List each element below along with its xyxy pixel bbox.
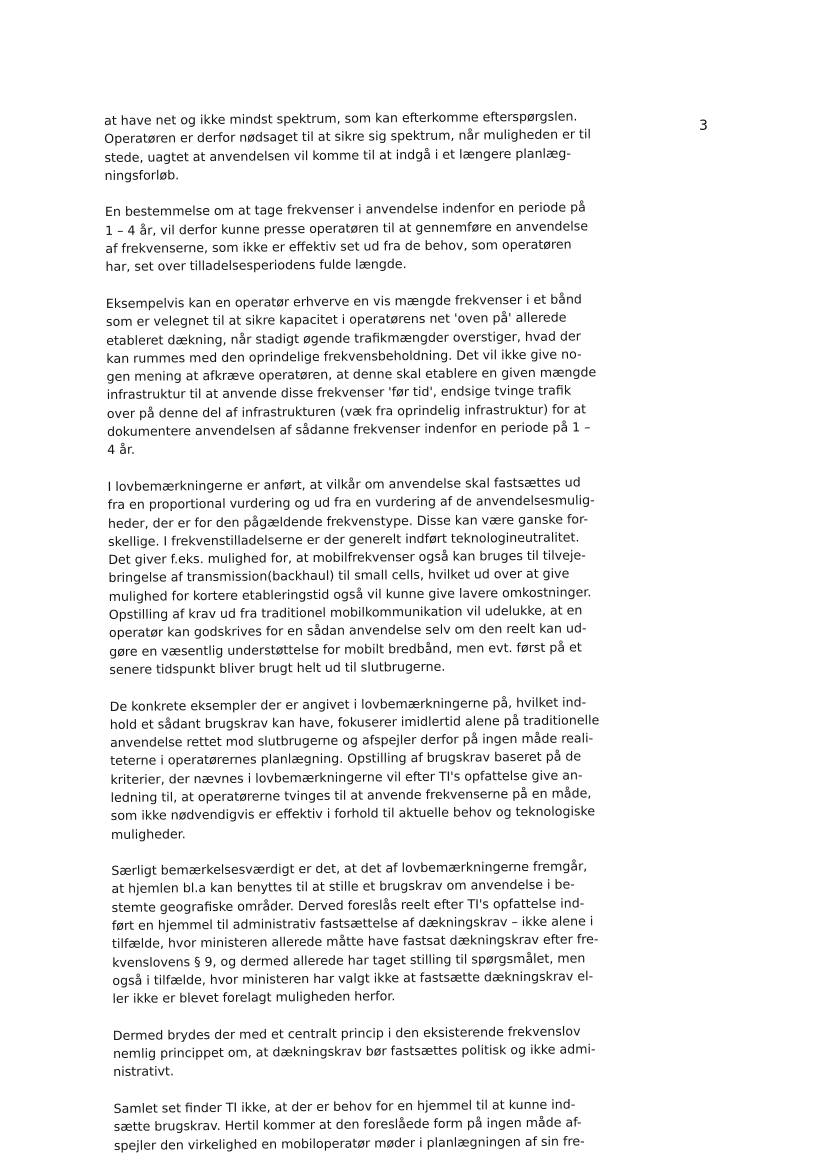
text-line: som ikke nødvendigvis er effektiv i forhold til aktuelle behov og teknologiske bbox=[110, 803, 596, 824]
text-line: Eksempelvis kan en operatør erhverve en vis mængde frekvenser i et bånd bbox=[105, 291, 582, 311]
text-line: stemte geografiske områder. Derved foreslås reelt efter TI's opfattelse ind- bbox=[111, 895, 585, 915]
paragraph bbox=[111, 857, 637, 1008]
text-line: muligheder. bbox=[110, 825, 186, 842]
text-line: ført en hjemmel til administrativ fastsættelse af dækningskrav – ikke alene i bbox=[111, 913, 594, 934]
paragraph bbox=[104, 107, 630, 185]
text-line: stede, uagtet at anvendelsen vil komme til at indgå i et længere planlæg- bbox=[104, 145, 571, 165]
text-line: I lovbemærkningerne er anført, at vilkår om anvendelse skal fastsættes ud bbox=[107, 474, 581, 494]
text-line: ningsforløb. bbox=[104, 167, 180, 183]
text-line: kvenslovens § 9, og dermed allerede har taget stilling til spørgsmålet, men bbox=[112, 950, 586, 970]
text-line: at have net og ikke mindst spektrum, som kan efterkomme efterspørgslen. bbox=[104, 108, 578, 128]
text-line: nistrativt. bbox=[113, 1063, 175, 1080]
text-line: senere tidspunkt bliver brugt helt ud til slutbrugerne. bbox=[109, 658, 446, 677]
text-line: over på denne del af infrastrukturen (væk fra oprindelig infrastruktur) for at bbox=[106, 401, 587, 421]
text-line: Det giver f.eks. mulighed for, at mobilfrekvenser også kan bruges til tilveje- bbox=[108, 547, 586, 568]
text-line: sætte brugskrav. Hertil kommer at den foreslåede form på ingen måde af- bbox=[113, 1114, 582, 1135]
text-line: operatør kan godskrives for en sådan anvendelse selv om den reelt kan ud- bbox=[108, 620, 587, 641]
text-line: bringelse af transmission(backhaul) til small cells, hvilket ud over at give bbox=[108, 565, 570, 586]
text-line: Dermed brydes der med et centralt princip i den eksisterende frekvenslov bbox=[112, 1023, 581, 1043]
text-line: 1 – 4 år, vil derfor kunne presse operatøren til at gennemføre en anvendelse bbox=[105, 218, 589, 238]
text-line: Samlet set finder TI ikke, at der er behov for en hjemmel til at kunne ind- bbox=[113, 1096, 576, 1116]
text-line: som er velegnet til at sikre kapacitet i operatørens net 'oven på' allerede bbox=[105, 309, 567, 330]
text-line: tilfælde, hvor ministeren allerede måtte have fastsat dækningskrav efter fre- bbox=[111, 931, 599, 952]
text-line: gen mening at afkræve operatøren, at denne skal etablere en given mængde bbox=[106, 364, 597, 385]
text-line: spejler den virkelighed en mobiloperatør møder i planlægningen af sin fre- bbox=[113, 1133, 585, 1153]
text-line: gøre en væsentlig understøttelse for mobilt bredbånd, men evt. først på et bbox=[109, 639, 582, 659]
paragraph bbox=[113, 1022, 639, 1082]
text-line: teterne i operatørernes planlægning. Opstilling af brugskrav baseret på de bbox=[110, 748, 582, 769]
text-line: kriterier, der nævnes i lovbemærkningerne vil efter TI's opfattelse give an- bbox=[110, 767, 583, 787]
text-line: at hjemlen bl.a kan benyttes til at stille et brugskrav om anvendelse i be- bbox=[111, 876, 575, 897]
text-line: heder, der er for den pågældende frekvenstype. Disse kan være ganske for- bbox=[107, 510, 589, 531]
paragraph bbox=[106, 290, 633, 460]
text-line: De konkrete eksempler der er angivet i lovbemærkningerne på, hvilket ind- bbox=[109, 693, 587, 714]
text-line: dokumentere anvendelsen af sådanne frekvenser indenfor en periode på 1 – bbox=[106, 419, 591, 440]
text-line: Opstilling af krav ud fra traditionel mobilkommunikation vil udelukke, at en bbox=[108, 602, 583, 622]
paragraph bbox=[113, 1095, 639, 1155]
text-line: infrastruktur til at anvende disse frekvenser 'før tid', endsige tvinge trafik bbox=[106, 382, 572, 403]
text-line: anvendelse rettet mod slutbrugerne og afspejler derfor på ingen måde reali- bbox=[109, 730, 594, 751]
text-line: har, set over tilladelsesperiodens fulde længde. bbox=[105, 256, 407, 275]
text-line: etableret dækning, når stadigt øgende trafikmængder overstiger, hvad der bbox=[106, 327, 581, 348]
text-line: nemlig princippet om, at dækningskrav bør fastsættes politisk og ikke admi- bbox=[112, 1041, 596, 1062]
paragraph bbox=[105, 198, 631, 276]
paragraph bbox=[110, 692, 636, 843]
text-line: ledning til, at operatørerne tvinges til at anvende frekvenserne på en måde, bbox=[110, 785, 592, 805]
page-number: 3 bbox=[699, 118, 708, 134]
text-line: En bestemmelse om at tage frekvenser i anvendelse indenfor en periode på bbox=[104, 199, 586, 220]
text-line: ler ikke er blevet forelagt muligheden herfor. bbox=[112, 988, 396, 1007]
document-body bbox=[104, 107, 639, 1173]
text-line: Operatøren er derfor nødsaget til at sikre sig spektrum, når muligheden er til bbox=[104, 126, 592, 147]
text-line: også i tilfælde, hvor ministeren har valgt ikke at fastsætte dækningskrav el- bbox=[112, 968, 594, 988]
paragraph bbox=[108, 473, 635, 679]
text-line: hold et sådant brugskrav kan have, fokuserer imidlertid alene på traditionelle bbox=[109, 712, 600, 732]
text-line: Særligt bemærkelsesværdigt er det, at det af lovbemærkningerne fremgår, bbox=[111, 858, 588, 879]
text-line: skellige. I frekvenstilladelserne er der generelt indført teknologineutralitet. bbox=[108, 529, 580, 549]
text-line: fra en proportional vurdering og ud fra en vurdering af de anvendelsesmulig- bbox=[107, 492, 595, 513]
text-line: mulighed for kortere etableringstid også vil kunne give lavere omkostninger. bbox=[108, 584, 592, 604]
text-line: 4 år. bbox=[107, 442, 136, 458]
text-line: af frekvenserne, som ikke er effektiv set ud fra de behov, som operatøren bbox=[105, 236, 572, 257]
text-line: kan rummes med den oprindelige frekvensbeholdning. Det vil ikke give no- bbox=[106, 346, 582, 366]
